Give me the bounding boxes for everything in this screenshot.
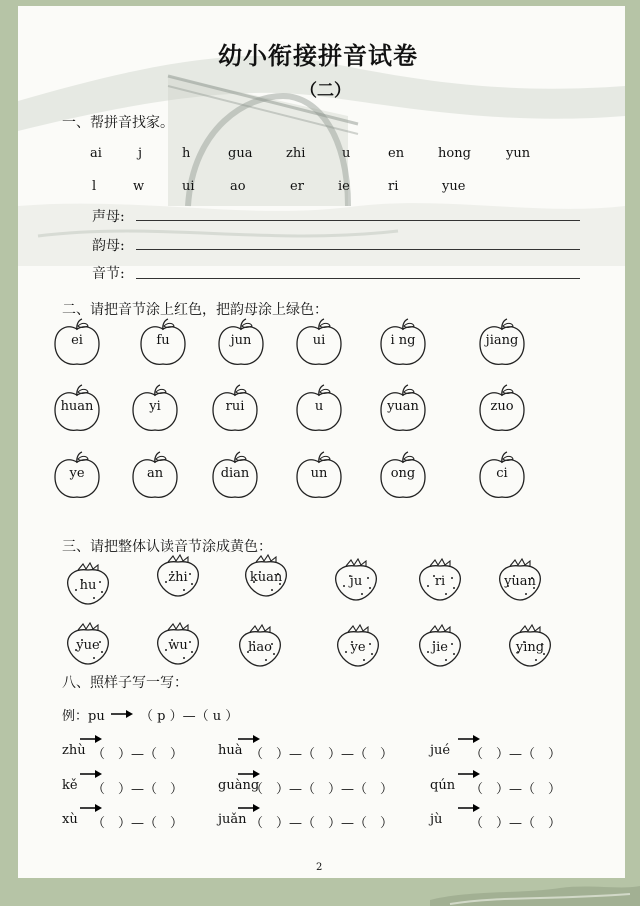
pinyin-item: en xyxy=(388,146,405,161)
exercise-blanks[interactable]: （ ）—（ ） xyxy=(470,747,562,762)
page-number: 2 xyxy=(316,862,323,873)
exercise-word: qún xyxy=(430,778,456,793)
strawberry-item[interactable] xyxy=(60,560,116,606)
apple-label: ye xyxy=(69,466,85,481)
strawberry-label: yue xyxy=(76,638,100,653)
answer-line-initials[interactable] xyxy=(136,220,580,221)
pinyin-item: j xyxy=(138,146,143,161)
apple-item[interactable] xyxy=(477,318,527,368)
strawberry-label: wu xyxy=(168,638,188,653)
strawberry-label: kuan xyxy=(249,570,283,585)
arrow-icon xyxy=(458,804,480,812)
apple-label: ui xyxy=(312,333,326,348)
answer-line-syllables[interactable] xyxy=(136,278,580,279)
pinyin-item: ao xyxy=(230,179,246,194)
pinyin-item: w xyxy=(133,179,145,194)
section3-heading: 三、请把整体认读音节涂成黄色： xyxy=(62,539,272,555)
bottom-decoration xyxy=(430,880,640,906)
exercise-blanks[interactable]: （ ）—（ ） xyxy=(92,782,184,797)
strawberry-label: zhi xyxy=(168,570,188,585)
apple-label: jun xyxy=(230,333,252,348)
apple-label: yuan xyxy=(387,399,419,414)
pinyin-item: u xyxy=(342,146,351,161)
pinyin-item: gua xyxy=(228,146,253,161)
exercise-word: guàng xyxy=(218,778,260,793)
pinyin-item: yun xyxy=(506,146,531,161)
exercise-blanks[interactable]: （ ）—（ ）—（ ） xyxy=(250,816,394,831)
arrow-icon xyxy=(80,735,102,743)
apple-label: jiang xyxy=(485,333,519,348)
label-finals: 韵母: xyxy=(92,238,125,254)
arrow-icon xyxy=(111,710,133,718)
strawberry-label: ying xyxy=(515,640,545,655)
example-label: 例：pu xyxy=(62,709,105,724)
apple-item[interactable] xyxy=(130,384,180,434)
strawberry-item[interactable] xyxy=(502,622,558,668)
page-title: 幼小衔接拼音试卷 xyxy=(218,41,418,70)
pinyin-item: er xyxy=(290,179,304,194)
pinyin-item: ie xyxy=(338,179,350,194)
page-subtitle: （二） xyxy=(300,81,351,101)
apple-item[interactable] xyxy=(378,384,428,434)
apple-label: un xyxy=(310,466,328,481)
strawberry-label: ri xyxy=(434,574,446,589)
pinyin-item: hong xyxy=(438,146,471,161)
strawberry-item[interactable] xyxy=(150,552,206,598)
section2-heading: 二、请把音节涂上红色，把韵母涂上绿色： xyxy=(62,302,328,318)
apple-item[interactable] xyxy=(294,384,344,434)
strawberry-label: hu xyxy=(79,578,97,593)
section1-heading: 一、帮拼音找家。 xyxy=(62,115,174,131)
arrow-icon xyxy=(80,804,102,812)
example-answer: （ p ）—（ u ） xyxy=(140,709,239,724)
strawberry-item[interactable] xyxy=(238,552,294,598)
apple-label: huan xyxy=(60,399,94,414)
apple-label: dian xyxy=(220,466,250,481)
exercise-blanks[interactable]: （ ）—（ ）—（ ） xyxy=(250,747,394,762)
strawberry-item[interactable] xyxy=(330,622,386,668)
apple-item[interactable] xyxy=(130,451,180,501)
apple-label: u xyxy=(314,399,324,414)
apple-item[interactable] xyxy=(378,318,428,368)
strawberry-label: jie xyxy=(432,640,448,655)
exercise-word: huà xyxy=(218,743,243,758)
apple-item[interactable] xyxy=(378,451,428,501)
arrow-icon xyxy=(238,735,260,743)
apple-label: yi xyxy=(149,399,161,414)
strawberry-label: ye xyxy=(350,640,366,655)
exercise-blanks[interactable]: （ ）—（ ） xyxy=(92,816,184,831)
strawberry-item[interactable] xyxy=(492,556,548,602)
strawberry-label: hao xyxy=(248,640,272,655)
exercise-blanks[interactable]: （ ）—（ ）—（ ） xyxy=(250,782,394,797)
strawberry-item[interactable] xyxy=(412,622,468,668)
arrow-icon xyxy=(238,770,260,778)
pinyin-item: ri xyxy=(388,179,399,194)
apple-label: fu xyxy=(156,333,170,348)
strawberry-item[interactable] xyxy=(150,620,206,666)
exercise-word: jué xyxy=(430,743,451,758)
apple-label: i ng xyxy=(390,333,416,348)
arrow-icon xyxy=(238,804,260,812)
arrow-icon xyxy=(458,735,480,743)
pinyin-item: l xyxy=(92,179,97,194)
apple-item[interactable] xyxy=(294,318,344,368)
apple-label: ei xyxy=(71,333,83,348)
arrow-icon xyxy=(80,770,102,778)
apple-item[interactable] xyxy=(216,318,266,368)
label-initials: 声母: xyxy=(92,209,125,225)
pinyin-item: h xyxy=(182,146,191,161)
apple-item[interactable] xyxy=(477,384,527,434)
exercise-blanks[interactable]: （ ）—（ ） xyxy=(92,747,184,762)
strawberry-label: ju xyxy=(349,574,363,589)
apple-label: ci xyxy=(496,466,508,481)
exercise-word: jù xyxy=(430,812,443,827)
exercise-blanks[interactable]: （ ）—（ ） xyxy=(470,816,562,831)
apple-item[interactable] xyxy=(210,451,260,501)
label-syllables: 音节: xyxy=(92,266,125,282)
apple-item[interactable] xyxy=(138,318,188,368)
exercise-word: juǎn xyxy=(218,812,247,827)
apple-item[interactable] xyxy=(294,451,344,501)
strawberry-item[interactable] xyxy=(412,556,468,602)
apple-item[interactable] xyxy=(52,384,102,434)
pinyin-item: ui xyxy=(182,179,195,194)
apple-item[interactable] xyxy=(210,384,260,434)
pinyin-item: ai xyxy=(90,146,102,161)
exercise-word: kě xyxy=(62,778,78,793)
strawberry-item[interactable] xyxy=(232,622,288,668)
strawberry-item[interactable] xyxy=(328,556,384,602)
section8-heading: 八、照样子写一写： xyxy=(62,675,188,691)
apple-item[interactable] xyxy=(52,318,102,368)
apple-label: zuo xyxy=(490,399,514,414)
pinyin-item: yue xyxy=(442,179,466,194)
exercise-blanks[interactable]: （ ）—（ ） xyxy=(470,782,562,797)
apple-item[interactable] xyxy=(477,451,527,501)
strawberry-item[interactable] xyxy=(60,620,116,666)
apple-label: rui xyxy=(225,399,245,414)
apple-label: ong xyxy=(390,466,416,481)
answer-line-finals[interactable] xyxy=(136,249,580,250)
pinyin-item: zhi xyxy=(286,146,306,161)
apple-item[interactable] xyxy=(52,451,102,501)
arrow-icon xyxy=(458,770,480,778)
exercise-word: zhù xyxy=(62,743,86,758)
apple-label: an xyxy=(146,466,164,481)
strawberry-label: yuan xyxy=(504,574,536,589)
exercise-word: xù xyxy=(62,812,78,827)
